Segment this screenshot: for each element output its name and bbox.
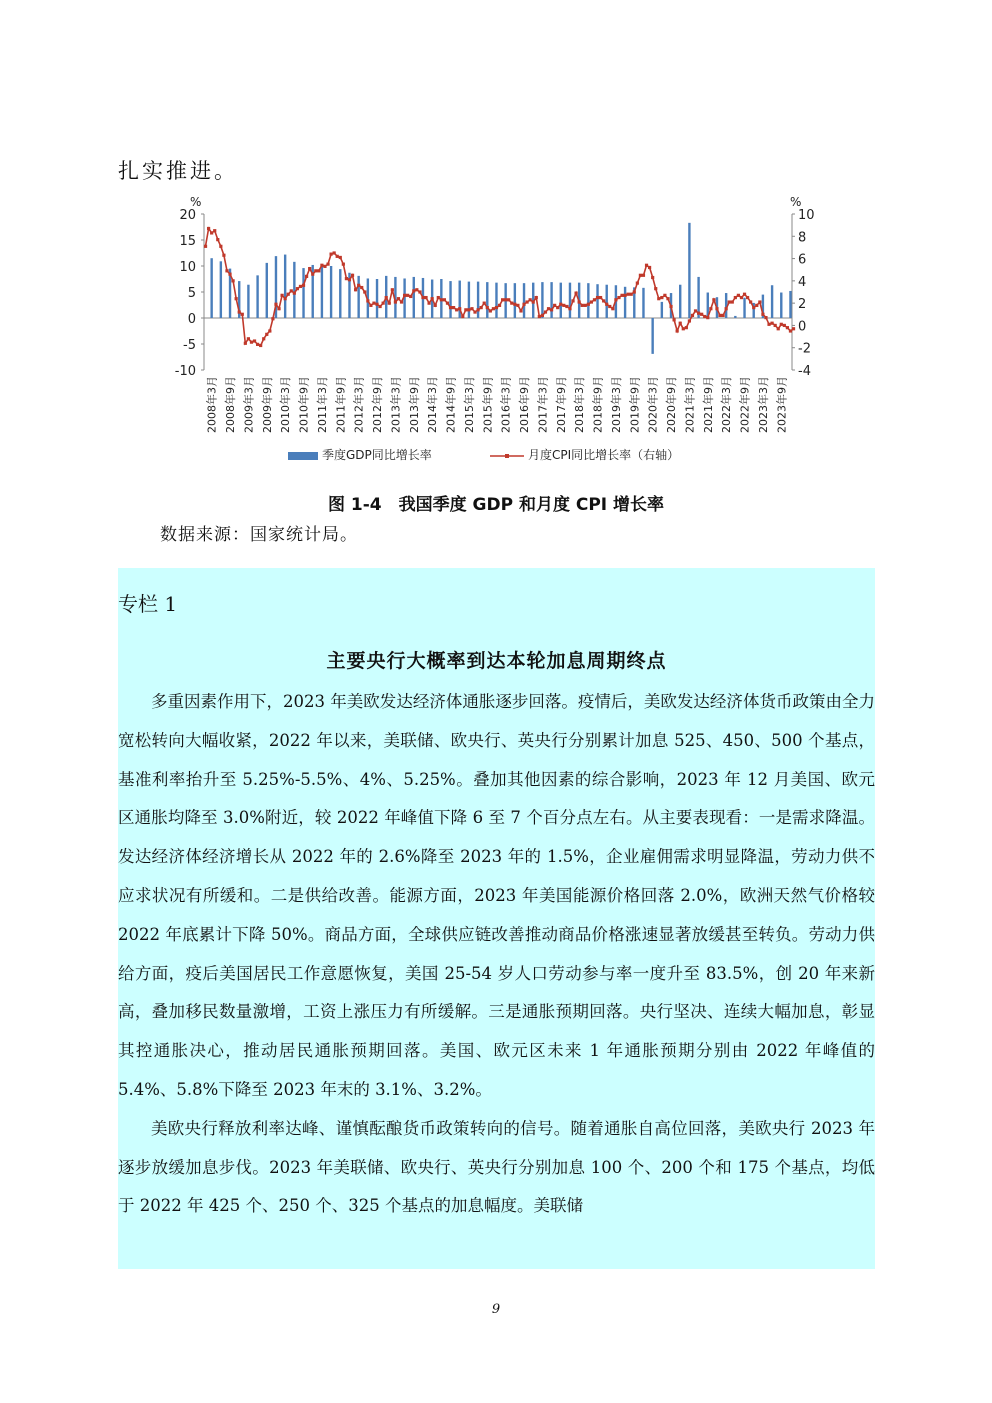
cpi-point xyxy=(320,264,323,267)
cpi-point xyxy=(676,329,679,332)
chart-svg xyxy=(160,190,832,470)
cpi-point xyxy=(238,310,241,313)
x-tick-label: 2011年9月 xyxy=(334,376,348,433)
cpi-point xyxy=(210,231,213,234)
gdp-bar xyxy=(330,266,332,318)
cpi-point xyxy=(538,315,541,318)
cpi-point xyxy=(599,296,602,299)
gdp-bar xyxy=(210,258,212,318)
cpi-point xyxy=(728,300,731,303)
cpi-point xyxy=(792,327,795,330)
cpi-point xyxy=(464,308,467,311)
cpi-point xyxy=(290,289,293,292)
cpi-point xyxy=(427,302,430,305)
cpi-point xyxy=(397,297,400,300)
cpi-point xyxy=(562,304,565,307)
cpi-point xyxy=(357,284,360,287)
x-tick-label: 2014年3月 xyxy=(426,376,440,433)
cpi-point xyxy=(749,300,752,303)
left-tick-label: 5 xyxy=(187,286,196,301)
cpi-point xyxy=(265,333,268,336)
cpi-point xyxy=(550,308,553,311)
x-tick-label: 2022年9月 xyxy=(738,376,752,433)
x-tick-label: 2017年9月 xyxy=(554,376,568,433)
cpi-point xyxy=(284,297,287,300)
left-tick-label: 15 xyxy=(179,234,196,249)
cpi-point xyxy=(360,286,363,289)
cpi-point xyxy=(449,306,452,309)
cpi-point xyxy=(721,314,724,317)
cpi-point xyxy=(262,337,265,340)
x-tick-label: 2012年3月 xyxy=(352,376,366,433)
gdp-bar xyxy=(302,268,304,318)
cpi-point xyxy=(666,297,669,300)
legend-cpi-marker xyxy=(505,454,509,458)
cpi-point xyxy=(473,310,476,313)
cpi-point xyxy=(630,293,633,296)
cpi-point xyxy=(311,273,314,276)
cpi-point xyxy=(326,263,329,266)
x-tick-label: 2015年3月 xyxy=(462,376,476,433)
cpi-point xyxy=(225,269,228,272)
cpi-point xyxy=(697,312,700,315)
x-tick-label: 2015年9月 xyxy=(481,376,495,433)
cpi-point xyxy=(452,306,455,309)
box-paragraph: 多重因素作用下，2023 年美欧发达经济体通胀逐步回落。疫情后，美欧发达经济体货币政策由全力宽松转向大幅收紧，2022 年以来，美联储、欧央行、英央行分别累计加息 525、450、500 个基点，基准利率抬升至 5.25%-5.5%、4%、5.25%。叠加其他因素的综合影响，2023 年 12 月美国、欧元区通胀均降至 3.0%附近，较 2022 年峰值下降 6 至 7 个百分点左右。从主要表现看：一是需求降温。发达经济体经济增长从 2022 年的 2.6%降至 2023 年的 1.5%，企业雇佣需求明显降温，劳动力供不应求状况有所缓和。二是供给改善。能源方面，2023 年美国能源价格回落 2.0%，欧洲天然气价格较 2022 年底累计下降 50%。商品方面，全球供应链改善推动商品价格涨速显著放缓甚至转负。劳动力供给方面，疫后美国居民工作意愿恢复，美国 25-54 岁人口劳动参与率一度升至 83.5%，创 20 年来新高，叠加移民数量激增，工资上涨压力有所缓解。三是通胀预期回落。央行坚决、连续大幅加息，彰显其控通胀决心，推动居民通胀预期回落。美国、欧元区未来 1 年通胀预期分别由 2022 年峰值的 5.4%、5.8%下降至 2023 年末的 3.1%、3.2%。 xyxy=(118,692,875,1099)
x-tick-label: 2022年3月 xyxy=(720,376,734,433)
source-note: 数据来源：国家统计局。 xyxy=(160,525,358,545)
cpi-point xyxy=(241,313,244,316)
cpi-point xyxy=(271,317,274,320)
cpi-point xyxy=(703,315,706,318)
cpi-point xyxy=(623,294,626,297)
gdp-bar xyxy=(293,262,295,318)
cpi-point xyxy=(789,329,792,332)
gdp-bar xyxy=(734,316,736,318)
cpi-point xyxy=(513,303,516,306)
x-tick-label: 2013年3月 xyxy=(389,376,403,433)
cpi-point xyxy=(437,296,440,299)
cpi-point xyxy=(519,309,522,312)
cpi-point xyxy=(636,281,639,284)
cpi-point xyxy=(406,294,409,297)
cpi-point xyxy=(718,314,721,317)
cpi-point xyxy=(498,304,501,307)
box-paragraph: 美欧央行释放利率达峰、谨慎酝酿货币政策转向的信号。随着通胀自高位回落，美欧央行 2023 年逐步放缓加息步伐。2023 年美联储、欧央行、英央行分别加息 100 个、200 个和 175 个基点，均低于 2022 年 425 个、250 个、325 个基点的加息幅度。美联储 xyxy=(118,1118,875,1216)
x-tick-label: 2017年3月 xyxy=(536,376,550,433)
left-tick-label: -5 xyxy=(183,338,196,353)
cpi-point xyxy=(633,290,636,293)
x-tick-label: 2019年3月 xyxy=(609,376,623,433)
right-tick-label: 0 xyxy=(798,319,807,335)
cpi-point xyxy=(431,297,434,300)
left-tick-label: 0 xyxy=(187,312,196,327)
cpi-point xyxy=(388,302,391,305)
cpi-point xyxy=(590,300,593,303)
right-tick-label: 10 xyxy=(798,208,815,223)
gdp-bar xyxy=(606,285,608,318)
cpi-point xyxy=(654,287,657,290)
right-tick-label: 6 xyxy=(798,252,807,268)
gdp-bar xyxy=(266,263,268,318)
cpi-point xyxy=(446,302,449,305)
x-tick-label: 2008年3月 xyxy=(205,376,219,433)
cpi-point xyxy=(314,269,317,272)
cpi-point xyxy=(780,323,783,326)
cpi-point xyxy=(424,296,427,299)
cpi-point xyxy=(510,302,513,305)
gdp-bar xyxy=(743,298,745,318)
cpi-point xyxy=(403,294,406,297)
cpi-point xyxy=(213,229,216,232)
right-axis-unit: % xyxy=(790,195,802,209)
gdp-bar xyxy=(569,283,571,318)
left-tick-label: 10 xyxy=(179,260,196,275)
cpi-point xyxy=(299,285,302,288)
gdp-bar xyxy=(220,261,222,318)
x-tick-label: 2019年9月 xyxy=(628,376,642,433)
legend-gdp-swatch xyxy=(288,452,318,460)
cpi-point xyxy=(627,293,630,296)
cpi-point xyxy=(614,298,617,301)
cpi-point xyxy=(737,294,740,297)
right-tick-label: 2 xyxy=(798,297,807,313)
cpi-point xyxy=(786,326,789,329)
cpi-point xyxy=(731,300,734,303)
cpi-point xyxy=(669,305,672,308)
x-tick-label: 2020年9月 xyxy=(665,376,678,433)
cpi-point xyxy=(605,303,608,306)
gdp-bar xyxy=(780,293,782,318)
left-tick-label: -10 xyxy=(174,364,196,379)
cpi-point xyxy=(253,339,256,342)
gdp-bar xyxy=(560,283,562,318)
cpi-point xyxy=(651,276,654,279)
cpi-point xyxy=(277,307,280,310)
cpi-point xyxy=(219,245,222,248)
cpi-point xyxy=(274,303,277,306)
cpi-point xyxy=(568,307,571,310)
cpi-point xyxy=(525,300,528,303)
cpi-point xyxy=(752,306,755,309)
x-tick-label: 2013年9月 xyxy=(407,376,421,433)
cpi-point xyxy=(761,313,764,316)
gdp-bar xyxy=(514,283,516,318)
cpi-point xyxy=(516,304,519,307)
cpi-point xyxy=(308,267,311,270)
gdp-bar xyxy=(376,279,378,318)
cpi-point xyxy=(679,322,682,325)
gdp-bar xyxy=(587,283,589,318)
cpi-point xyxy=(409,295,412,298)
cpi-point xyxy=(767,323,770,326)
cpi-point xyxy=(706,316,709,319)
cpi-point xyxy=(700,313,703,316)
legend-gdp-label: 季度GDP同比增长率 xyxy=(322,448,432,462)
cpi-point xyxy=(342,263,345,266)
cpi-point xyxy=(366,299,369,302)
cpi-point xyxy=(657,297,660,300)
cpi-point xyxy=(648,266,651,269)
gdp-bar xyxy=(357,276,359,318)
cpi-point xyxy=(685,326,688,329)
cpi-point xyxy=(660,296,663,299)
cpi-point xyxy=(764,316,767,319)
gdp-bar xyxy=(523,283,525,318)
box-title: 主要央行大概率到达本轮加息周期终点 xyxy=(326,650,667,672)
gdp-bar xyxy=(688,223,690,318)
cpi-point xyxy=(755,304,758,307)
right-tick-label: 8 xyxy=(798,230,807,246)
cpi-point xyxy=(455,308,458,311)
cpi-point xyxy=(363,290,366,293)
cpi-point xyxy=(559,303,562,306)
cpi-point xyxy=(571,299,574,302)
left-axis-unit: % xyxy=(190,195,202,209)
cpi-point xyxy=(382,302,385,305)
cpi-point xyxy=(492,307,495,310)
cpi-point xyxy=(372,302,375,305)
right-tick-label: 4 xyxy=(798,274,807,290)
cpi-point xyxy=(774,324,777,327)
cpi-point xyxy=(578,300,581,303)
x-tick-label: 2018年9月 xyxy=(591,376,605,433)
cpi-point xyxy=(385,296,388,299)
column-box xyxy=(118,568,875,1269)
cpi-point xyxy=(329,253,332,256)
cpi-point xyxy=(434,304,437,307)
cpi-point xyxy=(323,265,326,268)
cpi-point xyxy=(302,284,305,287)
x-tick-label: 2020年3月 xyxy=(646,376,660,433)
box-body xyxy=(118,683,875,1226)
cpi-point xyxy=(587,303,590,306)
cpi-point xyxy=(495,306,498,309)
cpi-point xyxy=(418,290,421,293)
x-tick-label: 2023年9月 xyxy=(775,376,789,433)
cpi-point xyxy=(480,306,483,309)
gdp-bar xyxy=(256,275,258,318)
cpi-point xyxy=(611,307,614,310)
cpi-point xyxy=(504,298,507,301)
cpi-point xyxy=(391,288,394,291)
cpi-point xyxy=(293,292,296,295)
cpi-point xyxy=(476,308,479,311)
cpi-point xyxy=(743,293,746,296)
x-tick-label: 2008年9月 xyxy=(224,376,237,433)
gdp-bar xyxy=(651,318,653,354)
box-label: 专栏 1 xyxy=(118,592,178,616)
x-tick-label: 2016年9月 xyxy=(518,376,531,433)
x-tick-label: 2010年3月 xyxy=(279,376,293,433)
cpi-point xyxy=(345,277,348,280)
cpi-point xyxy=(688,319,691,322)
cpi-point xyxy=(250,341,253,344)
gdp-bar xyxy=(661,302,663,318)
cpi-point xyxy=(351,274,354,277)
cpi-point xyxy=(207,227,210,230)
cpi-point xyxy=(535,296,538,299)
cpi-point xyxy=(608,305,611,308)
gdp-bar xyxy=(477,282,479,318)
gdp-bar xyxy=(495,283,497,318)
cpi-point xyxy=(268,329,271,332)
x-tick-label: 2014年9月 xyxy=(444,376,458,433)
cpi-point xyxy=(709,307,712,310)
cpi-point xyxy=(400,300,403,303)
cpi-point xyxy=(483,302,486,305)
gdp-bar xyxy=(789,291,791,318)
cpi-point xyxy=(663,294,666,297)
gdp-bar xyxy=(541,282,543,318)
cpi-point xyxy=(691,314,694,317)
x-tick-label: 2009年9月 xyxy=(260,376,274,433)
cpi-point xyxy=(581,304,584,307)
gdp-bar xyxy=(413,277,415,318)
cpi-point xyxy=(672,318,675,321)
cpi-point xyxy=(486,306,489,309)
cpi-point xyxy=(458,307,461,310)
cpi-point xyxy=(204,245,207,248)
cpi-point xyxy=(216,238,219,241)
gdp-bar xyxy=(321,265,323,318)
cpi-point xyxy=(617,296,620,299)
gdp-bar xyxy=(550,282,552,318)
cpi-point xyxy=(412,289,415,292)
cpi-point xyxy=(415,288,418,291)
cpi-point xyxy=(642,274,645,277)
cpi-point xyxy=(758,300,761,303)
cpi-point xyxy=(770,322,773,325)
cpi-point xyxy=(228,273,231,276)
gdp-bar xyxy=(596,284,598,318)
cpi-point xyxy=(715,307,718,310)
gdp-bar xyxy=(624,287,626,318)
cpi-point xyxy=(394,300,397,303)
cpi-point xyxy=(222,254,225,257)
gdp-bar xyxy=(284,255,286,318)
cpi-point xyxy=(280,294,283,297)
gdp-bar xyxy=(339,269,341,318)
cpi-point xyxy=(777,327,780,330)
gdp-cpi-chart xyxy=(160,190,832,470)
cpi-point xyxy=(783,324,786,327)
gdp-bar xyxy=(486,282,488,318)
right-tick-label: -4 xyxy=(798,364,811,379)
cpi-point xyxy=(746,296,749,299)
cpi-point xyxy=(305,275,308,278)
cpi-point xyxy=(694,309,697,312)
cpi-point xyxy=(470,307,473,310)
cpi-point xyxy=(529,298,532,301)
cpi-point xyxy=(645,264,648,267)
x-tick-label: 2009年3月 xyxy=(242,376,256,433)
cpi-point xyxy=(287,293,290,296)
cpi-point xyxy=(725,307,728,310)
legend-cpi-label: 月度CPI同比增长率（右轴） xyxy=(528,448,680,462)
cpi-point xyxy=(507,298,510,301)
gdp-bar xyxy=(449,281,451,318)
x-tick-label: 2011年3月 xyxy=(315,376,329,433)
cpi-point xyxy=(584,304,587,307)
cpi-point xyxy=(467,308,470,311)
cpi-point xyxy=(296,287,299,290)
cpi-point xyxy=(602,299,605,302)
cpi-point xyxy=(247,337,250,340)
cpi-point xyxy=(547,307,550,310)
left-tick-label: 20 xyxy=(179,208,196,223)
cpi-point xyxy=(593,298,596,301)
cpi-point xyxy=(339,256,342,259)
cpi-point xyxy=(740,296,743,299)
x-tick-label: 2018年3月 xyxy=(573,376,587,433)
cpi-point xyxy=(333,251,336,254)
gdp-bar xyxy=(247,285,249,318)
x-tick-label: 2023年3月 xyxy=(756,376,770,433)
gdp-bar xyxy=(468,282,470,318)
cpi-point xyxy=(375,303,378,306)
cpi-point xyxy=(348,278,351,281)
cpi-point xyxy=(440,298,443,301)
cpi-point xyxy=(574,292,577,295)
right-tick-label: -2 xyxy=(798,341,811,357)
cpi-point xyxy=(256,343,259,346)
cpi-point xyxy=(620,294,623,297)
cpi-point xyxy=(553,304,556,307)
cpi-point xyxy=(541,314,544,317)
cpi-point xyxy=(522,303,525,306)
x-tick-label: 2016年3月 xyxy=(499,376,513,433)
x-tick-label: 2012年9月 xyxy=(371,376,384,433)
cpi-point xyxy=(712,298,715,301)
x-tick-label: 2021年3月 xyxy=(683,376,697,433)
cpi-point xyxy=(489,309,492,312)
cpi-point xyxy=(235,297,238,300)
cpi-point xyxy=(231,279,234,282)
cpi-point xyxy=(443,298,446,301)
cpi-point xyxy=(336,255,339,258)
cpi-point xyxy=(354,288,357,291)
cpi-point xyxy=(259,344,262,347)
gdp-bar xyxy=(679,285,681,318)
lead-text: 扎实推进。 xyxy=(118,159,238,183)
gdp-bar xyxy=(642,288,644,318)
figure-caption: 图 1-4 我国季度 GDP 和月度 CPI 增长率 xyxy=(327,495,665,515)
x-tick-label: 2010年9月 xyxy=(297,376,311,433)
cpi-point xyxy=(734,296,737,299)
cpi-point xyxy=(501,298,504,301)
page-number: 9 xyxy=(491,1302,501,1317)
gdp-bar xyxy=(771,285,773,318)
cpi-point xyxy=(317,269,320,272)
cpi-point xyxy=(421,296,424,299)
cpi-point xyxy=(244,342,247,345)
x-tick-label: 2021年9月 xyxy=(701,376,715,433)
cpi-point xyxy=(461,315,464,318)
cpi-point xyxy=(532,300,535,303)
cpi-point xyxy=(639,274,642,277)
cpi-point xyxy=(596,296,599,299)
cpi-point xyxy=(544,310,547,313)
cpi-point xyxy=(556,306,559,309)
cpi-point xyxy=(369,304,372,307)
cpi-point xyxy=(682,327,685,330)
cpi-point xyxy=(565,305,568,308)
cpi-point xyxy=(378,305,381,308)
